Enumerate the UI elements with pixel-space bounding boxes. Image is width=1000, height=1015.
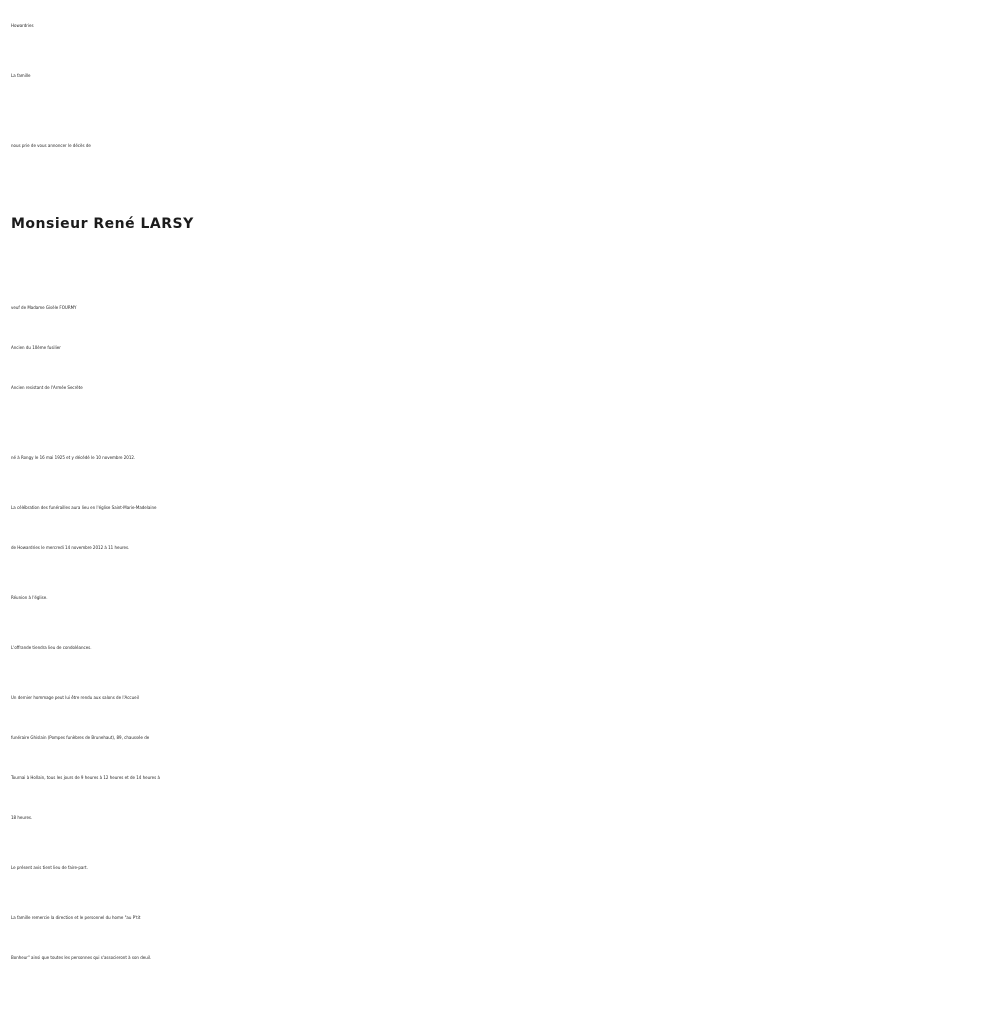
meeting-line: Réunion à l'église. <box>11 595 48 600</box>
announcement-line: nous prie de vous annoncer le décès de <box>11 143 91 148</box>
detail-line: Ancien resistant de l'Armée Secrète <box>11 385 83 390</box>
thanks-line: Bonheur" ainsi que toutes les personnes qui s'associeront à son deuil. <box>11 955 152 960</box>
place-name: Howardries <box>11 23 34 28</box>
homage-line: Un dernier hommage peut lui être rendu aux salons de l'Accueil <box>11 695 139 700</box>
notice-line: Le présent avis tient lieu de faire-part. <box>11 865 88 870</box>
deceased-name: Monsieur René LARSY <box>11 216 194 232</box>
homage-line: funéraire Ghislain (Pompes funèbres de Brunehaut), 89, chaussée de <box>11 735 150 740</box>
thanks-line: La famille remercie la direction et le personnel du home "au P'tit <box>11 915 141 920</box>
birth-death-line: né à Rongy le 16 mai 1925 et y décédé le 10 novembre 2012. <box>11 455 136 460</box>
celebration-paragraph <box>11 488 996 568</box>
offering-line: L'offrande tiendra lieu de condoléances. <box>11 645 92 650</box>
thanks-paragraph <box>11 898 996 978</box>
homage-paragraph <box>11 678 996 838</box>
deceased-details <box>11 288 996 408</box>
detail-line: veuf de Madame Gisèle FOURMY <box>11 305 77 310</box>
celebration-line: de Howardries le mercredi 14 novembre 2012 à 11 heures. <box>11 545 130 550</box>
homage-line: 18 heures. <box>11 815 33 820</box>
family-line: La famille <box>11 73 31 78</box>
obituary-notice <box>11 6 996 978</box>
homage-line: Tournai à Hollain, tous les jours de 9 heures à 12 heures et de 14 heures à <box>11 775 160 780</box>
celebration-line: La célébration des funérailles aura lieu en l'église Saint-Marie-Madelaine <box>11 505 157 510</box>
detail-line: Ancien du 10ème fusilier <box>11 345 61 350</box>
